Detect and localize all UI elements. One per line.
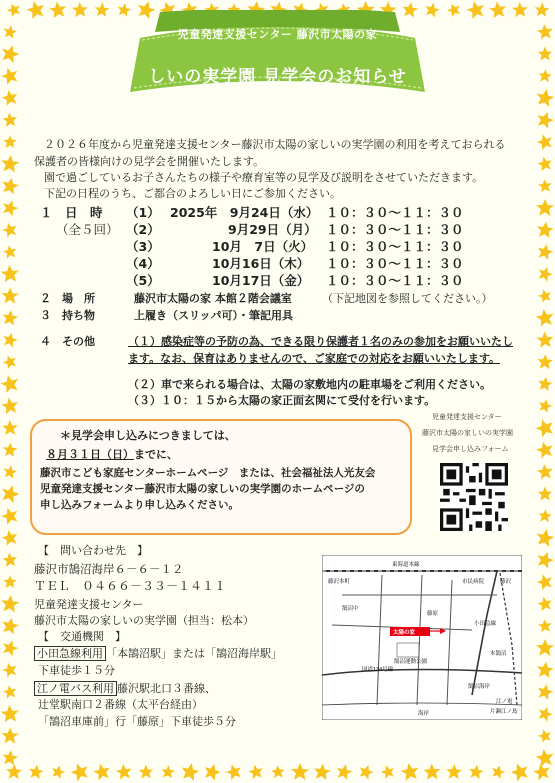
schedule-num: （3） bbox=[126, 239, 160, 254]
border-star bbox=[535, 527, 555, 547]
border-star bbox=[1, 309, 19, 326]
border-star bbox=[2, 552, 18, 567]
border-star bbox=[423, 763, 441, 780]
schedule-date: 2025年 9月24日（水） bbox=[170, 205, 319, 220]
odakyu-text: 「本鵠沼駅」または「鵠沼海岸駅」 bbox=[106, 647, 282, 660]
callout-deadline: ８月３１日（日） bbox=[46, 448, 134, 461]
border-star bbox=[400, 762, 421, 782]
border-star bbox=[50, 764, 66, 780]
contact-address: 藤沢市鵠沼海岸６－６－１２ bbox=[34, 562, 184, 576]
border-star bbox=[535, 132, 554, 151]
map-label-honmachi: 藤沢本町 bbox=[328, 579, 351, 585]
border-star bbox=[69, 761, 92, 783]
map-label-east: 片瀬江ノ島 bbox=[490, 709, 518, 715]
border-star bbox=[538, 619, 553, 633]
border-star bbox=[335, 763, 354, 781]
place-value: 藤沢市太陽の家 本館２階会議室 bbox=[134, 292, 292, 305]
border-star bbox=[3, 135, 17, 148]
border-star bbox=[224, 762, 243, 781]
border-star bbox=[1, 727, 19, 743]
intro-line: 保護者の皆様向けの見学会を開催いたします。 bbox=[34, 155, 265, 168]
border-star bbox=[25, 0, 47, 20]
schedule-time: １０：３０～１１：３０ bbox=[326, 273, 464, 288]
border-star bbox=[2, 464, 18, 479]
schedule-date: 10月16日（木） bbox=[212, 256, 310, 271]
border-star bbox=[536, 331, 554, 348]
border-star bbox=[0, 43, 21, 64]
border-star bbox=[536, 243, 555, 261]
odakyu-row bbox=[34, 646, 282, 661]
map-label-stop: 藤原 bbox=[427, 611, 439, 617]
map-label-honkugenuma: 本鵠沼 bbox=[490, 651, 507, 657]
border-star bbox=[161, 765, 176, 779]
place-label: ２ 場 所 bbox=[40, 292, 95, 305]
border-star bbox=[0, 396, 19, 414]
border-star bbox=[536, 265, 554, 283]
border-star bbox=[1, 353, 18, 370]
schedule-count: （全５回） bbox=[56, 222, 119, 237]
contact-tel: ＴＥＬ ０４６６－３３－１４１１ bbox=[34, 579, 227, 593]
border-star bbox=[271, 765, 286, 779]
border-star bbox=[1, 89, 20, 107]
callout-deadline-suffix: までに、 bbox=[134, 448, 178, 461]
border-star bbox=[538, 179, 553, 193]
border-star bbox=[5, 1, 22, 18]
border-star bbox=[1, 529, 20, 547]
map-label-park: 鵠沼運動公園 bbox=[394, 659, 428, 665]
schedule-date: 10月 7日（火） bbox=[212, 239, 314, 254]
border-star bbox=[488, 0, 507, 18]
border-star bbox=[535, 549, 555, 569]
border-star bbox=[247, 763, 264, 779]
border-star bbox=[468, 764, 485, 780]
border-star bbox=[1, 331, 19, 348]
border-star bbox=[535, 748, 555, 768]
callout-line: 藤沢市こども家庭センターホームページ または、社会福祉法人光友会 bbox=[40, 467, 376, 479]
schedule-num: （2） bbox=[126, 222, 160, 237]
border-star bbox=[48, 0, 67, 18]
map-label-sea: 海岸 bbox=[418, 711, 430, 717]
callout-line: 申し込みフォームより申し込みください。 bbox=[40, 499, 239, 511]
border-star bbox=[0, 505, 20, 525]
border-star bbox=[534, 2, 550, 17]
odakyu-walk: 下車徒歩１５分 bbox=[38, 664, 115, 677]
border-star bbox=[535, 572, 554, 591]
border-star bbox=[0, 176, 20, 195]
access-map bbox=[322, 555, 522, 720]
border-star bbox=[92, 762, 112, 781]
header-title: しいの実学園 見学会のお知らせ bbox=[148, 67, 407, 87]
border-star bbox=[3, 575, 17, 588]
schedule-date: 10月17日（金） bbox=[212, 273, 310, 288]
border-star bbox=[0, 483, 21, 504]
border-star bbox=[0, 198, 20, 217]
other-note-1: （１）感染症等の予防の為、できる限り保護者１名のみの参加をお願いいたし bbox=[128, 335, 513, 348]
border-star bbox=[0, 616, 20, 635]
callout-line: 児童発達支援センター藤沢市太陽の家しいの実学園のホームページの bbox=[40, 483, 365, 495]
schedule-time: １０：３０～１１：３０ bbox=[326, 256, 464, 271]
odakyu-label: 小田急線利用 bbox=[34, 646, 106, 661]
items-label: ３ 持ち物 bbox=[40, 309, 95, 322]
enoden-row bbox=[34, 681, 216, 696]
qr-caption: 見学会申し込みフォーム bbox=[432, 445, 509, 453]
border-star bbox=[139, 765, 154, 779]
border-star bbox=[536, 683, 555, 701]
border-star bbox=[0, 594, 20, 613]
border-star bbox=[538, 47, 553, 61]
border-star bbox=[0, 65, 20, 85]
border-star bbox=[0, 704, 19, 722]
intro-line: ２０２６年度から児童発達支援センター藤沢市太陽の家しいの実学園の利用を考えておられる bbox=[44, 138, 506, 151]
map-label-school: 鵠沼中 bbox=[342, 606, 359, 612]
border-star bbox=[490, 764, 506, 780]
enoden-text-2: 辻堂駅南口２番線（太平台経由） bbox=[38, 698, 203, 711]
map-marker-label: 太陽の家 bbox=[393, 630, 416, 636]
border-star bbox=[0, 373, 21, 394]
map-label-kugenuma: 鵠沼海岸 bbox=[468, 684, 491, 690]
border-star bbox=[180, 761, 201, 781]
border-star bbox=[28, 764, 45, 780]
border-star bbox=[1, 221, 19, 238]
border-star bbox=[536, 199, 554, 216]
map-label-road: 国道134号線 bbox=[362, 667, 394, 673]
border-star bbox=[465, 0, 487, 20]
qr-code[interactable] bbox=[440, 463, 508, 531]
border-star bbox=[0, 154, 20, 173]
border-star bbox=[538, 509, 553, 523]
border-star bbox=[2, 244, 18, 259]
border-star bbox=[537, 354, 554, 370]
map-label-odakyu: 小田急線 bbox=[474, 621, 497, 627]
border-star bbox=[536, 221, 555, 239]
border-star bbox=[535, 308, 555, 328]
border-star bbox=[1, 287, 19, 303]
border-star bbox=[536, 23, 554, 40]
border-star bbox=[512, 2, 528, 17]
other-label: ４ その他 bbox=[40, 335, 95, 348]
border-star bbox=[115, 763, 133, 780]
callout-line: ＊見学会申し込みにつきましては、 bbox=[60, 429, 236, 442]
border-star bbox=[535, 440, 555, 459]
border-star bbox=[536, 705, 554, 723]
border-star bbox=[538, 69, 553, 83]
intro-line: 園で過ごしているお子さんたちの様子や療育室等の見学及び説明をさせていただきます。 bbox=[44, 171, 484, 184]
enoden-label: 江ノ電バス利用 bbox=[34, 681, 117, 696]
schedule-time: １０：３０～１１：３０ bbox=[326, 205, 464, 220]
qr-caption: 藤沢市太陽の家しいの実学園 bbox=[422, 429, 513, 437]
border-star bbox=[2, 24, 18, 39]
border-star bbox=[6, 764, 23, 780]
border-star bbox=[536, 595, 553, 611]
border-star bbox=[2, 442, 18, 457]
header-subtitle: 児童発達支援センター 藤沢市太陽の家 bbox=[177, 28, 378, 41]
border-star bbox=[445, 1, 462, 18]
callout-deadline-row bbox=[46, 447, 178, 462]
border-star bbox=[535, 109, 555, 129]
border-star bbox=[291, 763, 309, 780]
border-star bbox=[313, 763, 332, 781]
border-star bbox=[72, 2, 88, 17]
border-star bbox=[202, 761, 223, 781]
schedule-num: （5） bbox=[126, 273, 160, 288]
schedule-num: （4） bbox=[126, 256, 160, 271]
border-star bbox=[1, 749, 19, 766]
border-star bbox=[537, 398, 553, 414]
map-label-hospital: 市民病院 bbox=[462, 579, 485, 585]
border-star bbox=[2, 420, 18, 435]
border-star bbox=[0, 264, 19, 282]
map-label-station: 藤沢 bbox=[500, 579, 512, 585]
map-label-rail: 東海道本線 bbox=[392, 562, 420, 568]
contact-org: 児童発達支援センター bbox=[34, 598, 144, 611]
border-star bbox=[509, 761, 532, 783]
border-star bbox=[536, 155, 553, 171]
border-star bbox=[380, 764, 396, 780]
map-label-enoden: 江ノ電 bbox=[496, 699, 513, 705]
border-star bbox=[446, 764, 463, 780]
border-star bbox=[536, 639, 554, 656]
other-note-3: （３）１０：１５から太陽の家正面玄関にて受付を行います。 bbox=[128, 394, 436, 407]
qr-caption: 児童発達支援センター bbox=[432, 413, 502, 421]
schedule-num: （1） bbox=[126, 205, 160, 220]
border-star bbox=[534, 417, 555, 439]
place-note: （下記地図を参照してください。） bbox=[322, 292, 493, 305]
other-note-1b: ます。なお、保育はありませんので、ご家庭での対応をお願いいたします。 bbox=[128, 352, 501, 365]
border-star bbox=[357, 763, 375, 781]
schedule-date: 9月29日（月） bbox=[228, 222, 317, 237]
intro-line: 下記の日程のうち、ご都合のよろしい日にご参加ください。 bbox=[44, 187, 341, 200]
contact-heading: 【 問い合わせ先 】 bbox=[38, 544, 148, 557]
border-star bbox=[536, 661, 555, 679]
enoden-text: 藤沢駅北口３番線、 bbox=[117, 682, 216, 695]
border-star bbox=[1, 661, 19, 678]
other-note-2: （２）車で来られる場合は、太陽の家敷地内の駐車場をご利用ください。 bbox=[128, 378, 491, 391]
border-star bbox=[537, 376, 554, 392]
contact-org: 藤沢市太陽の家しいの実学園（担当：松本） bbox=[34, 614, 254, 627]
enoden-text-3: 「鵠沼車庫前」行「藤原」下車徒歩５分 bbox=[38, 715, 236, 728]
border-star bbox=[536, 463, 554, 480]
schedule-time: １０：３０～１１：３０ bbox=[326, 222, 464, 237]
border-star bbox=[94, 2, 110, 17]
border-star bbox=[537, 288, 553, 304]
border-star bbox=[538, 487, 553, 501]
border-star bbox=[2, 684, 18, 699]
items-value: 上履き（スリッパ可）・筆記用具 bbox=[134, 309, 294, 322]
border-star bbox=[2, 112, 18, 127]
transport-heading: 【 交通機関 】 bbox=[38, 630, 126, 643]
border-star bbox=[537, 728, 553, 744]
border-star bbox=[0, 638, 20, 657]
border-star bbox=[535, 87, 555, 107]
schedule-label: １ 日 時 bbox=[40, 205, 103, 220]
schedule-time: １０：３０～１１：３０ bbox=[326, 239, 464, 254]
